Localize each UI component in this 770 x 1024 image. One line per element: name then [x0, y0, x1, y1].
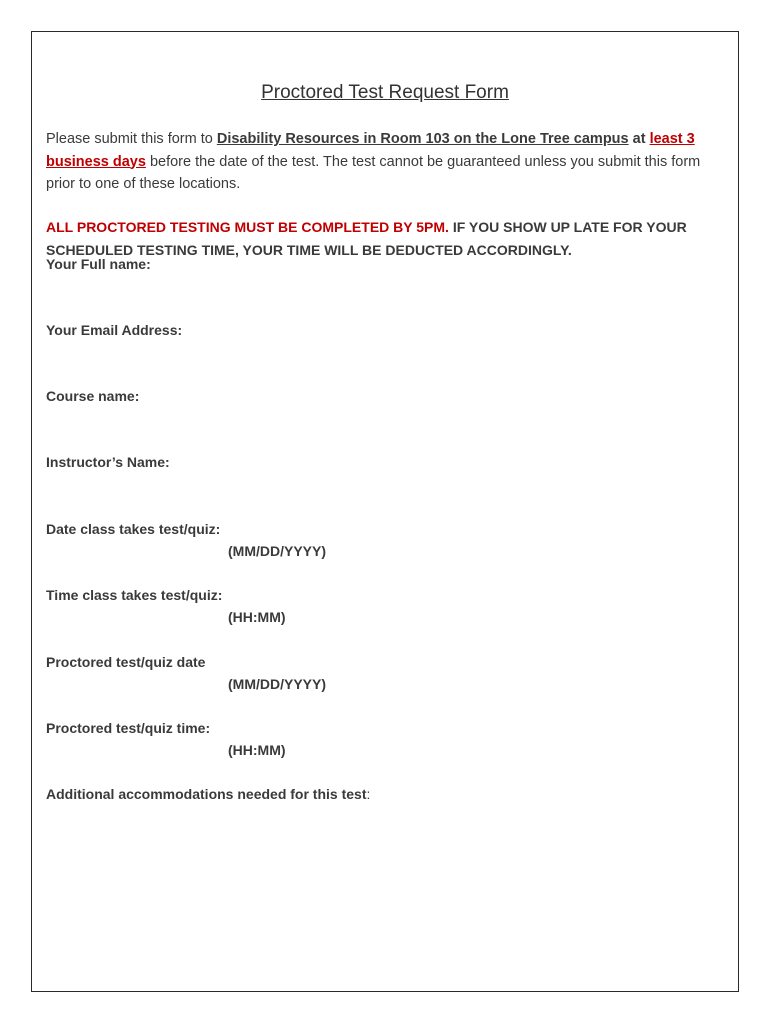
form-title: Proctored Test Request Form — [261, 82, 509, 103]
full-name-label: Your Full name: — [46, 256, 151, 272]
accommodations-label-text: Additional accommodations needed for this test — [46, 786, 367, 802]
intro-text-2: at — [628, 131, 650, 147]
accommodations-label — [46, 783, 370, 805]
class-date-label: Date class takes test/quiz: — [46, 521, 221, 537]
proctored-date-label: Proctored test/quiz date — [46, 654, 206, 670]
intro-paragraph — [46, 128, 731, 196]
intro-text-1: Please submit this form to — [46, 131, 217, 147]
class-time-format: (HH:MM) — [228, 609, 286, 625]
email-label: Your Email Address: — [46, 322, 183, 338]
course-label: Course name: — [46, 388, 140, 404]
proctored-date-format: (MM/DD/YYYY) — [228, 676, 326, 692]
instructor-label: Instructor’s Name: — [46, 454, 170, 470]
intro-text-3: before the date of the test. The test cannot be guaranteed unless you submit this form prior to one of these locations. — [46, 153, 701, 192]
warning-red: ALL PROCTORED TESTING MUST BE COMPLETED BY 5PM. — [46, 219, 449, 235]
proctored-time-label: Proctored test/quiz time: — [46, 720, 211, 736]
warning-rest: IF YOU SHOW UP LATE FOR YOUR SCHEDULED TESTING TIME, YOUR TIME WILL BE DEDUCTED ACCORDINGLY. — [46, 219, 687, 258]
intro-deadline: least 3 business days — [46, 131, 695, 170]
accommodations-label-colon: : — [366, 786, 371, 802]
class-date-format: (MM/DD/YYYY) — [228, 543, 326, 559]
intro-location: Disability Resources in Room 103 on the Lone Tree campus — [216, 131, 629, 147]
proctored-time-format: (HH:MM) — [228, 742, 286, 758]
form-page — [31, 31, 739, 992]
class-time-label: Time class takes test/quiz: — [46, 587, 223, 603]
